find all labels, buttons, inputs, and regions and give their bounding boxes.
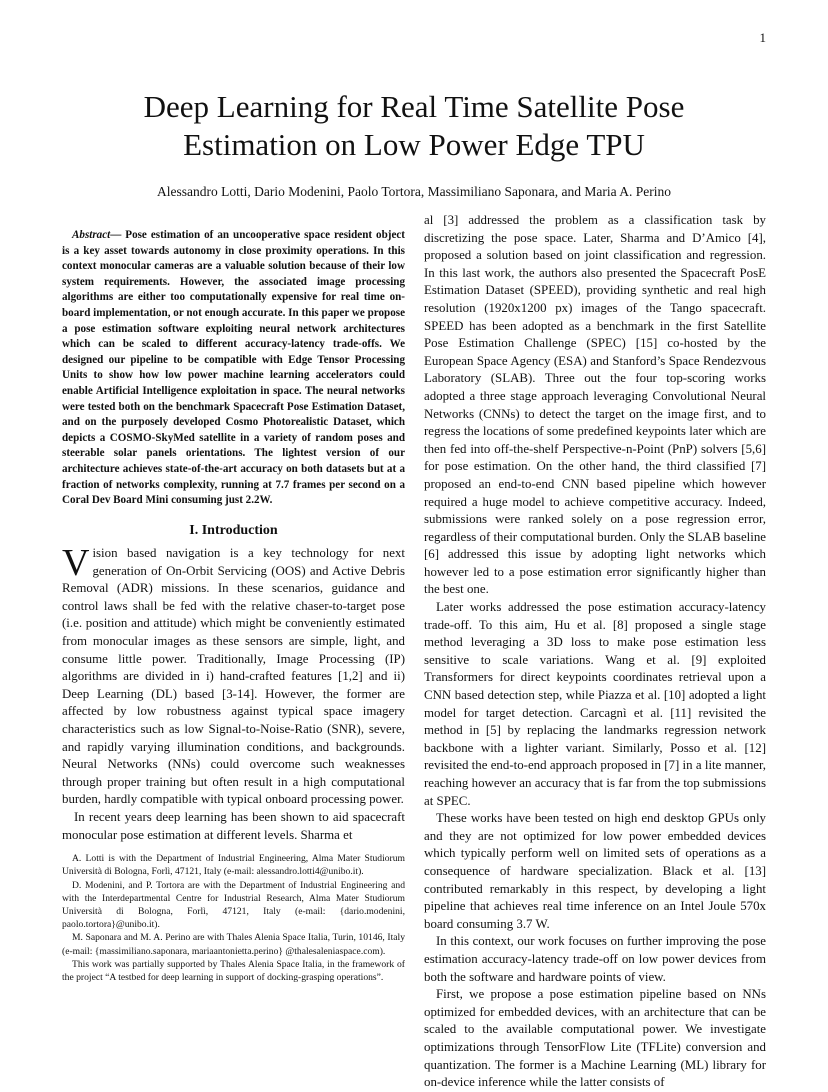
page-number: 1 bbox=[759, 30, 766, 45]
abstract-label: Abstract bbox=[72, 229, 111, 241]
abstract-text: — Pose estimation of an uncooperative space resident object is a key asset towards autonomy in close proximity operations. In this context monocular cameras are a valuable solution because of their low system requirements. However, the associated image processing algorithms are either too computationally expensive for real time on-board implementation, or not enough accurate. In this paper we propose a pose estimation software exploiting neural network architectures which can be scaled to different accuracy-latency trade-offs. We designed our pipeline to be compatible with Edge Tensor Processing Units to show how low power machine learning accelerators could enable Artificial Intelligence exploitation in space. The neural networks were tested both on the benchmark Spacecraft Pose Estimation Dataset, and on the purposely developed Cosmo Photorealistic Dataset, which depicts a COSMO-SkyMed satellite in a variety of random poses and steerable solar panels orientations. The lightest version of our architecture achieves state-of-the-art accuracy on both datasets but at a fraction of networks complexity, running at 7.7 frames per second on a Coral Dev Board Mini consuming just 2.2W. bbox=[62, 229, 405, 507]
body-paragraph: al [3] addressed the problem as a classification task by discretizing the pose space. Later, Sharma and D’Amico [4], proposed a solution based on joint classification and regression. In this last work, the authors also presented the Spacecraft PosE Estimation Dataset (SPEED), providing synthetic and real high resolution (1920x1200 px) images of the Tango spacecraft. SPEED has been adopted as a benchmark in the first Satellite Pose Estimation Challenge (SPEC) [15] co-hosted by the European Space Agency (ESA) and Stanford’s Space Rendezvous Laboratory (SLAB). Three out the four top-scoring works adopted a three stage approach leveraging Convolutional Neural Networks (CNNs) to detect the target on the image first, and to regress the locations of some predefined keypoints later which are then fed into off-the-shelf Perspective-n-Point (PnP) solvers [5,6] for pose estimation. On the other hand, the third classified [7] proposed an end-to-end CNN based pipeline which however required a huge model to achieve competitive accuracy. Indeed, submissions were ranked solely on a pose regression error, regardless of their computational burden. Only the SLAB baseline [6] addressed this issue by adopting light networks which however led to a pose estimation error significantly higher than the best one. bbox=[424, 213, 766, 597]
footnote-funding: This work was partially supported by Thales Alenia Space Italia, in the framework of the project “A testbed for deep learning in support of docking-grasping operations”. bbox=[62, 958, 405, 984]
title-line-1: Deep Learning for Real Time Satellite Pose bbox=[143, 89, 685, 124]
abstract bbox=[62, 228, 405, 509]
footnotes bbox=[62, 852, 405, 984]
footnote-affiliation-lotti: A. Lotti is with the Department of Industrial Engineering, Alma Mater Studiorum Università di Bologna, Forlì, 47121, Italy (e-mail: alessandro.lotti4@unibo.it). bbox=[62, 853, 405, 878]
body-paragraph: First, we propose a pose estimation pipeline based on NNs optimized for embedded devices, with an architecture that can be scaled to the available computational power. We investigate optimizations through TensorFlow Lite (TFLite) conversion and quantization. The former is a Machine Learning (ML) library for on-device inference while the latter consists of bbox=[424, 987, 766, 1090]
body-paragraph: These works have been tested on high end desktop GPUs only and they are not optimized for low power embedded devices which typically perform well on limited sets of operations as a consequence of hardware specialization. Black et al. [13] contributed remarkably in this respect, by developing a light pipeline that achieves real time inference on an Intel Joule 570x board consuming 3.7 W. bbox=[424, 811, 766, 931]
body-paragraph: In this context, our work focuses on further improving the pose estimation accuracy-latency trade-off on low power devices from both the software and hardware points of view. bbox=[424, 934, 766, 984]
drop-cap: V bbox=[62, 542, 90, 585]
left-column bbox=[62, 228, 405, 984]
author-list: Alessandro Lotti, Dario Modenini, Paolo Tortora, Massimiliano Saponara, and Maria A. Perino bbox=[157, 184, 671, 199]
right-column bbox=[424, 212, 766, 1092]
intro-paragraph-1 bbox=[62, 542, 405, 809]
intro-paragraph-2: In recent years deep learning has been shown to aid spacecraft monocular pose estimation at different levels. Sharma et bbox=[62, 810, 405, 842]
intro-paragraph-1-text: ision based navigation is a key technology for next generation of On-Orbit Servicing (OOS) and Active Debris Removal (ADR) missions. In these scenarios, guidance and control laws shall be fed with the relative chaser-to-target pose (i.e. position and attitude) which might be conveniently estimated from monocular images as these sensors are simple, light, and consume little power. Traditionally, Image Processing (IP) algorithms are divided in i) hand-crafted features [1,2] and ii) Deep Learning (DL) based [3-14]. However, the former are affected by low robustness against typical space imagery characteristics such as low Signal-to-Noise-Ratio (SNR), severe, and rapidly varying illumination conditions, and backgrounds. Neural Networks (NNs) could overcome such weaknesses through proper training but often result in a high computational burden, hardly compatible with typical onboard processing power. bbox=[62, 546, 405, 807]
body-paragraph: Later works addressed the pose estimation accuracy-latency trade-off. To this aim, Hu et al. [8] proposed a single stage method leveraging a 3D loss to make pose estimation less sensitive to scale variations. Wang et al. [9] exploited Transformers for direct keypoints coordinates retrieval upon a CNN based detection step, while Piazza et al. [10] adopted a light model for target detection. Carcagnì et al. [11] revisited the method in [5] by replacing the landmarks regression network backbone with a lighter variant. Similarly, Posso et al. [12] revisited the end-to-end approach proposed in [7] in a lite manner, reaching however an accuracy that is far from the top submissions at SPEC. bbox=[424, 600, 766, 808]
section-heading-introduction: I. Introduction bbox=[189, 522, 278, 538]
footnote-affiliation-modenini-tortora: D. Modenini, and P. Tortora are with the Department of Industrial Engineering and with the Interdepartmental Centre for Industrial Research, Alma Mater Studiorum Università di Bologna, Forlì, 47121, Italy (e-mail: {dario.modenini, paolo.tortora}@unibo.it). bbox=[62, 879, 405, 931]
footnote-affiliation-saponara-perino: M. Saponara and M. A. Perino are with Thales Alenia Space Italia, Turin, 10146, Italy (e-mail: {massimiliano.saponara, mariaantonietta.perino} @thalesaleniaspace.com). bbox=[62, 932, 405, 957]
title-line-2: Estimation on Low Power Edge TPU bbox=[183, 127, 645, 162]
paper-title bbox=[0, 88, 828, 164]
